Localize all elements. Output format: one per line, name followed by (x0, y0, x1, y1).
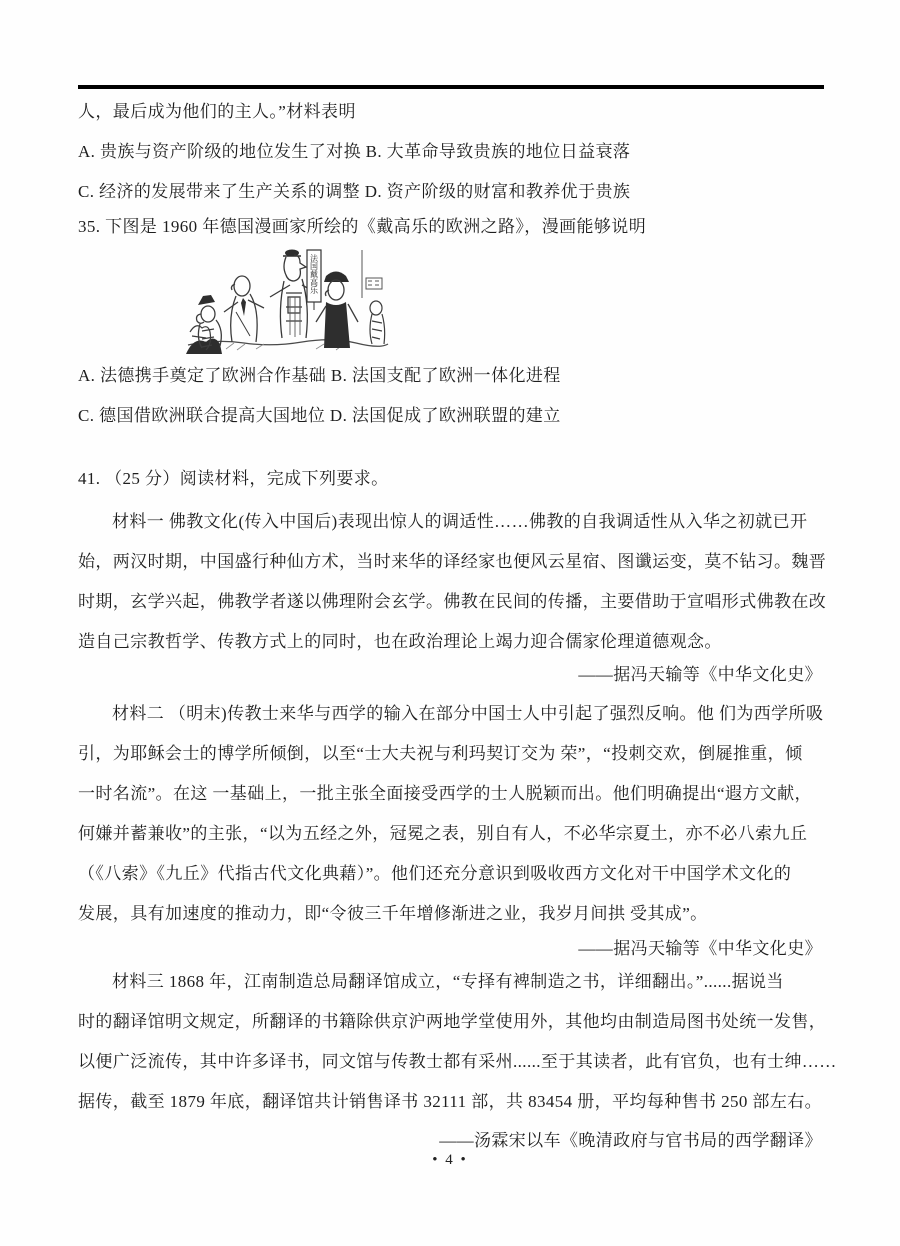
question-34-options-ab: A. 贵族与资产阶级的地位发生了对换 B. 大革命导致贵族的地位日益衰落 (78, 142, 631, 161)
cartoon-sketch (186, 248, 390, 354)
material-1-line: 造自己宗教哲学、传教方式上的同时，也在政治理论上竭力迎合儒家伦理道德观念。 (78, 632, 722, 651)
cartoon-figure-gesturing-man (224, 276, 264, 342)
material-3-line: 时的翻译馆明文规定，所翻译的书籍除供京沪两地学堂使用外，其他均由制造局图书处统一发售， (78, 1012, 827, 1031)
cartoon-figure-right-edge (370, 301, 385, 344)
question-34-stem-tail: 人，最后成为他们的主人。”材料表明 (78, 102, 356, 121)
question-34-block (78, 92, 822, 212)
material-2-line: 一时名流”。在这 一基础上，一批主张全面接受西学的士人脱颖而出。他们明确提出“遐方文献， (78, 784, 812, 803)
material-3-source: ——汤霖宋以车《晚清政府与官书局的西学翻译》 (439, 1131, 822, 1150)
material-2-line: 何嫌并蓄兼收”的主张，“以为五经之外，冠冕之表，别自有人，不必华宗夏土，亦不必八索九丘 (78, 824, 808, 843)
material-2-line: 引，为耶稣会士的博学所倾倒，以至“士大夫祝与利玛契订交为 荣”，“投刺交欢，倒屣推重，倾 (78, 744, 803, 763)
material-3-line: 据传，截至 1879 年底，翻译馆共计销售译书 32111 部，共 83454 册，平均每种售书 250 部左右。 (78, 1092, 823, 1111)
degaulle-europe-cartoon-image (186, 248, 390, 354)
cartoon-figure-dark-vest-man (316, 272, 358, 349)
question-35-stem: 35. 下图是 1960 年德国漫画家所绘的《戴高乐的欧洲之路》，漫画能够说明 (78, 217, 647, 236)
material-1-line: 始，两汉时期，中国盛行种仙方术，当时来华的译经家也便风云星宿、图谶运变，莫不钻习。魏晋 (78, 552, 827, 571)
material-2-line: （《八索》《九丘》代指古代文化典藉）”。他们还充分意识到吸收西方文化对干中国学术文化的 (78, 864, 792, 883)
cartoon-signboard (307, 250, 321, 310)
material-2-line: 发展，具有加速度的推动力，即“令彼三千年增修渐进之业，我岁月间拱 受其成”。 (78, 904, 708, 923)
question-41-stem: 41. （25 分）阅读材料，完成下列要求。 (78, 469, 389, 488)
question-35-options-cd: C. 德国借欧洲联合提高大国地位 D. 法国促成了欧洲联盟的建立 (78, 406, 561, 425)
material-1-paragraph (78, 502, 827, 662)
question-34-options-cd: C. 经济的发展带来了生产关系的调整 D. 资产阶级的财富和教养优于贵族 (78, 182, 631, 201)
page-number: • 4 • (432, 1152, 468, 1168)
material-2-paragraph (78, 694, 822, 934)
material-3-line: 以便广泛流传，其中许多译书，同文馆与传教士都有采州......至于其读者，此有官负，也有士绅…… (78, 1052, 837, 1071)
question-35-options-block (78, 356, 822, 436)
material-3-line: 材料三 1868 年，江南制造总局翻译馆成立，“专择有裨制造之书，详细翻出。”......据说当 (112, 972, 784, 991)
material-1-line: 材料一 佛教文化(传入中国后)表现出惊人的调适性……佛教的自我调适性从入华之初就已开 (112, 512, 808, 531)
cartoon-building (366, 278, 382, 289)
material-2-line: 材料二 （明末)传教士来华与西学的输入在部分中国士人中引起了强烈反响。他 们为西学所吸 (112, 704, 824, 723)
material-3-paragraph (78, 962, 837, 1122)
question-35-options-ab: A. 法德携手奠定了欧洲合作基础 B. 法国支配了欧洲一体化进程 (78, 366, 561, 385)
material-2-source: ——据冯天输等《中华文化史》 (578, 939, 822, 958)
material-1-source: ——据冯天输等《中华文化史》 (578, 665, 822, 684)
page-header-divider (78, 85, 824, 89)
material-1-line: 时期，玄学兴起，佛教学者遂以佛理附会玄学。佛教在民间的传播，主要借助于宣唱形式佛教在改 (78, 592, 827, 611)
cartoon-sign-text: 法国戴高乐 (309, 254, 319, 294)
